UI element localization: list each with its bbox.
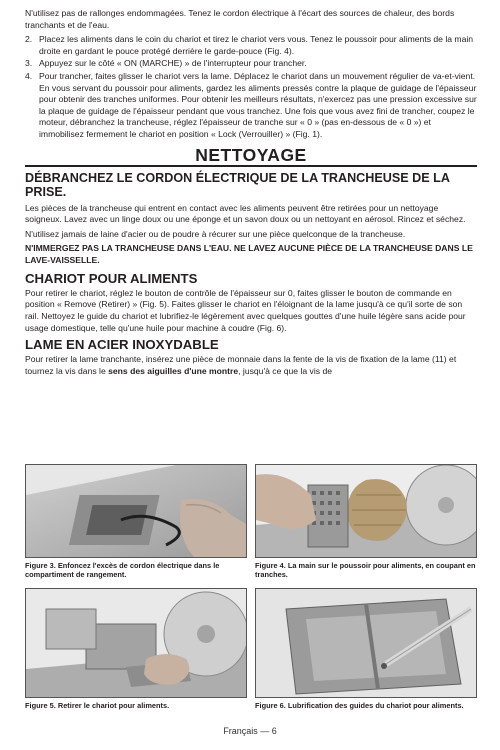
page-content (25, 8, 477, 380)
intro-paragraph: N'utilisez pas de rallonges endommagées. Tenez le cordon électrique à l'écart des sources de chaleur, des bords tranchants et de l'eau. (25, 8, 455, 30)
carriage-heading: CHARIOT POUR ALIMENTS (25, 270, 198, 286)
step-text: Placez les aliments dans le coin du chariot et tirez le chariot vers vous. Tenez le poussoir pour aliments de la main droite en gardant le pouce protégé derrière le garde-pouce (Fig. 4). (39, 34, 474, 56)
figure-6-photo (255, 588, 477, 698)
step-item (25, 71, 477, 141)
figure-4-caption: Figure 4. La main sur le poussoir pour aliments, en coupant en tranches. (255, 561, 476, 579)
blade-text-end: , jusqu'à ce que la vis de (238, 365, 332, 376)
step-item (25, 34, 477, 57)
carriage-paragraph: Pour retirer le chariot, réglez le bouton de contrôle de l'épaisseur sur 0, faites glisser le bouton de commande en position « Remove (Retirer) » (Fig. 5). Faites glisser le chariot en l'éloignant de la lame jusqu'à ce qu'il sorte de son rail. Nettoyez le guide du chariot et lubrifiez-le légèrement avec quelques gouttes d'une huile légère sans acide pour usage domestique, telle qu'une huile pour machine à coudre (Fig. 6). (25, 287, 466, 333)
figure-3-photo (25, 464, 247, 558)
section-divider (25, 165, 477, 167)
step-text: Appuyez sur le côté « ON (MARCHE) » de l'interrupteur pour trancher. (39, 58, 307, 69)
figure-5-photo (25, 588, 247, 698)
immersion-warning: N'IMMERGEZ PAS LA TRANCHEUSE DANS L'EAU. NE LAVEZ AUCUNE PIÈCE DE LA TRANCHEUSE DANS LE LAVE-VAISSELLE. (25, 243, 473, 265)
figure-4 (255, 464, 477, 584)
step-number: 3. (25, 58, 33, 69)
step-text: Pour trancher, faites glisser le chariot vers la lame. Déplacez le chariot dans un mouvement régulier de va-et-vient. En vous servant du poussoir pour aliments, gardez les aliments pressés contre la plaque de guidage de l'épaisseur pour obtenir des tranches uniformes. Pour obtenir les meilleurs résultats, n'exercez pas une pression excessive sur la plaque de guidage de l'épaisseur pendant que vous tranchez. Une fois que vous avez fini de trancher, coupez le moteur, débranchez la trancheuse, réglez l'épaisseur de tranche sur « 0 » (pas en-dessous de « 0 ») et immobilisez fermement le chariot en position « Lock (Verrouiller) » (Fig. 1). (39, 70, 477, 139)
figure-6-caption: Figure 6. Lubrification des guides du chariot pour aliments. (255, 701, 464, 710)
figure-5-caption: Figure 5. Retirer le chariot pour aliments. (25, 701, 170, 710)
figure-4-photo (255, 464, 477, 558)
step-item (25, 58, 477, 70)
warning-heading: DÉBRANCHEZ LE CORDON ÉLECTRIQUE DE LA TRANCHEUSE DE LA PRISE. (25, 170, 450, 199)
figure-5 (25, 588, 247, 713)
instruction-steps (25, 34, 477, 140)
page-footer: Français — 6 (223, 726, 277, 736)
figure-3-caption: Figure 3. Enfoncez l'excès de cordon électrique dans le compartiment de rangement. (25, 561, 220, 579)
figure-3 (25, 464, 247, 584)
step-number: 4. (25, 70, 33, 81)
cleaning-paragraph: Les pièces de la trancheuse qui entrent en contact avec les aliments peuvent être retirées pour un nettoyage soigneux. Lavez avec un linge doux ou une éponge et un savon doux ou un nettoyant en aérosol. Rincez et séchez. (25, 202, 466, 225)
cleaning-warning-paragraph: N'utilisez jamais de laine d'acier ou de poudre à récurer sur une pièce quelconque de la trancheuse. (25, 228, 406, 239)
section-title: NETTOYAGE (195, 144, 307, 165)
step-number: 2. (25, 34, 33, 45)
blade-paragraph (25, 354, 477, 377)
blade-heading: LAME EN ACIER INOXYDABLE (25, 337, 219, 353)
figure-6 (255, 588, 477, 718)
blade-text-bold: sens des aiguilles d'une montre (108, 365, 239, 376)
blade-text-start: Pour retirer la lame tranchante, insérez une pièce de monnaie dans la fente de la vis de fixation de la lame (11) et tournez la vis dans le (25, 354, 457, 376)
